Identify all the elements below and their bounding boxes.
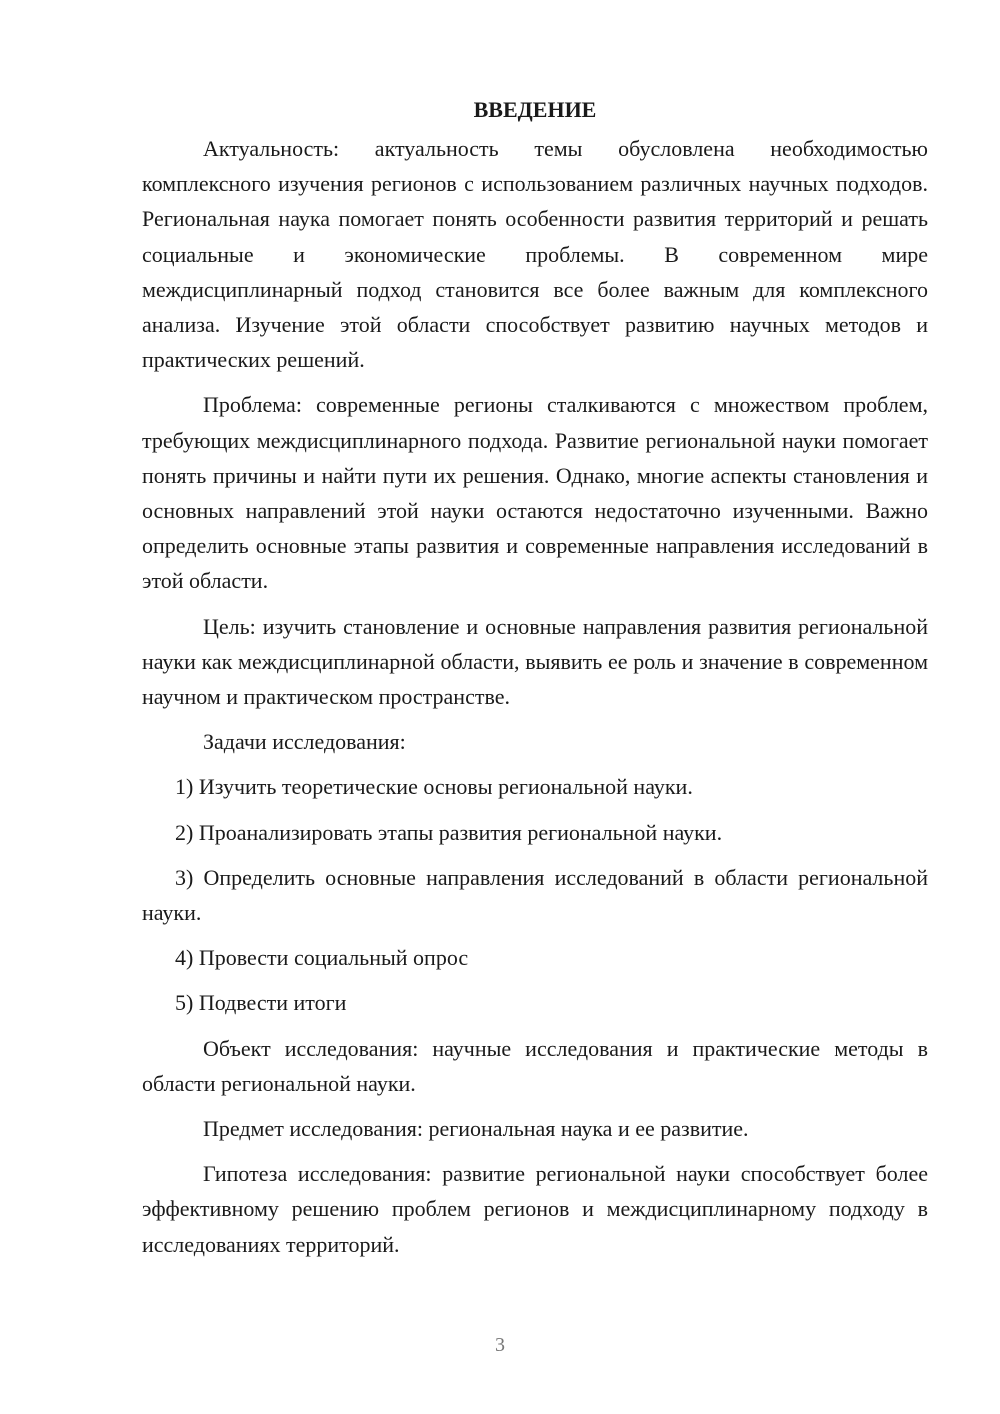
task-item-4: 4) Провести социальный опрос (175, 945, 469, 971)
task-item-5: 5) Подвести итоги (175, 990, 347, 1016)
section-title: ВВЕДЕНИЕ (473, 97, 597, 122)
task-item-3: 3) Определить основные направления исследований в области региональной науки. (142, 864, 928, 926)
paragraph-goal: Цель: изучить становление и основные направления развития региональной науки как междисциплинарной области, выявить ее роль и значение в современном научном и практическом пространстве. (142, 613, 928, 710)
document-page (142, 92, 928, 1272)
paragraph-object: Объект исследования: научные исследования и практические методы в области региональной науки. (142, 1035, 928, 1096)
paragraph-hypothesis: Гипотеза исследования: развитие региональной науки способствует более эффективному решению проблем регионов и междисциплинарному подходу в исследованиях территорий. (142, 1161, 928, 1257)
paragraph-relevance: Актуальность: актуальность темы обусловлена необходимостью комплексного изучения регионов с использованием различных научных подходов. Региональная наука помогает понять особенности развития территорий и решать социальные и экономические проблемы. В современном мире междисциплинарный подход становится все более важным для комплексного анализа. Изучение этой области способствует развитию научных методов и практических решений. (142, 136, 928, 373)
tasks-heading: Задачи исследования: (203, 729, 406, 755)
task-item-2: 2) Проанализировать этапы развития региональной науки. (175, 819, 723, 845)
task-item-1: 1) Изучить теоретические основы региональной науки. (175, 774, 693, 800)
paragraph-subject: Предмет исследования: региональная наука и ее развитие. (203, 1116, 749, 1142)
paragraph-problem: Проблема: современные регионы сталкиваются с множеством проблем, требующих междисциплинарного подхода. Развитие региональной науки помогает понять причины и найти пути их решения. Однако, многие аспекты становления и основных направлений этой науки остаются недостаточно изученными. Важно определить основные этапы развития и современные направления исследований в этой области. (142, 392, 928, 594)
page-number: 3 (495, 1334, 505, 1356)
